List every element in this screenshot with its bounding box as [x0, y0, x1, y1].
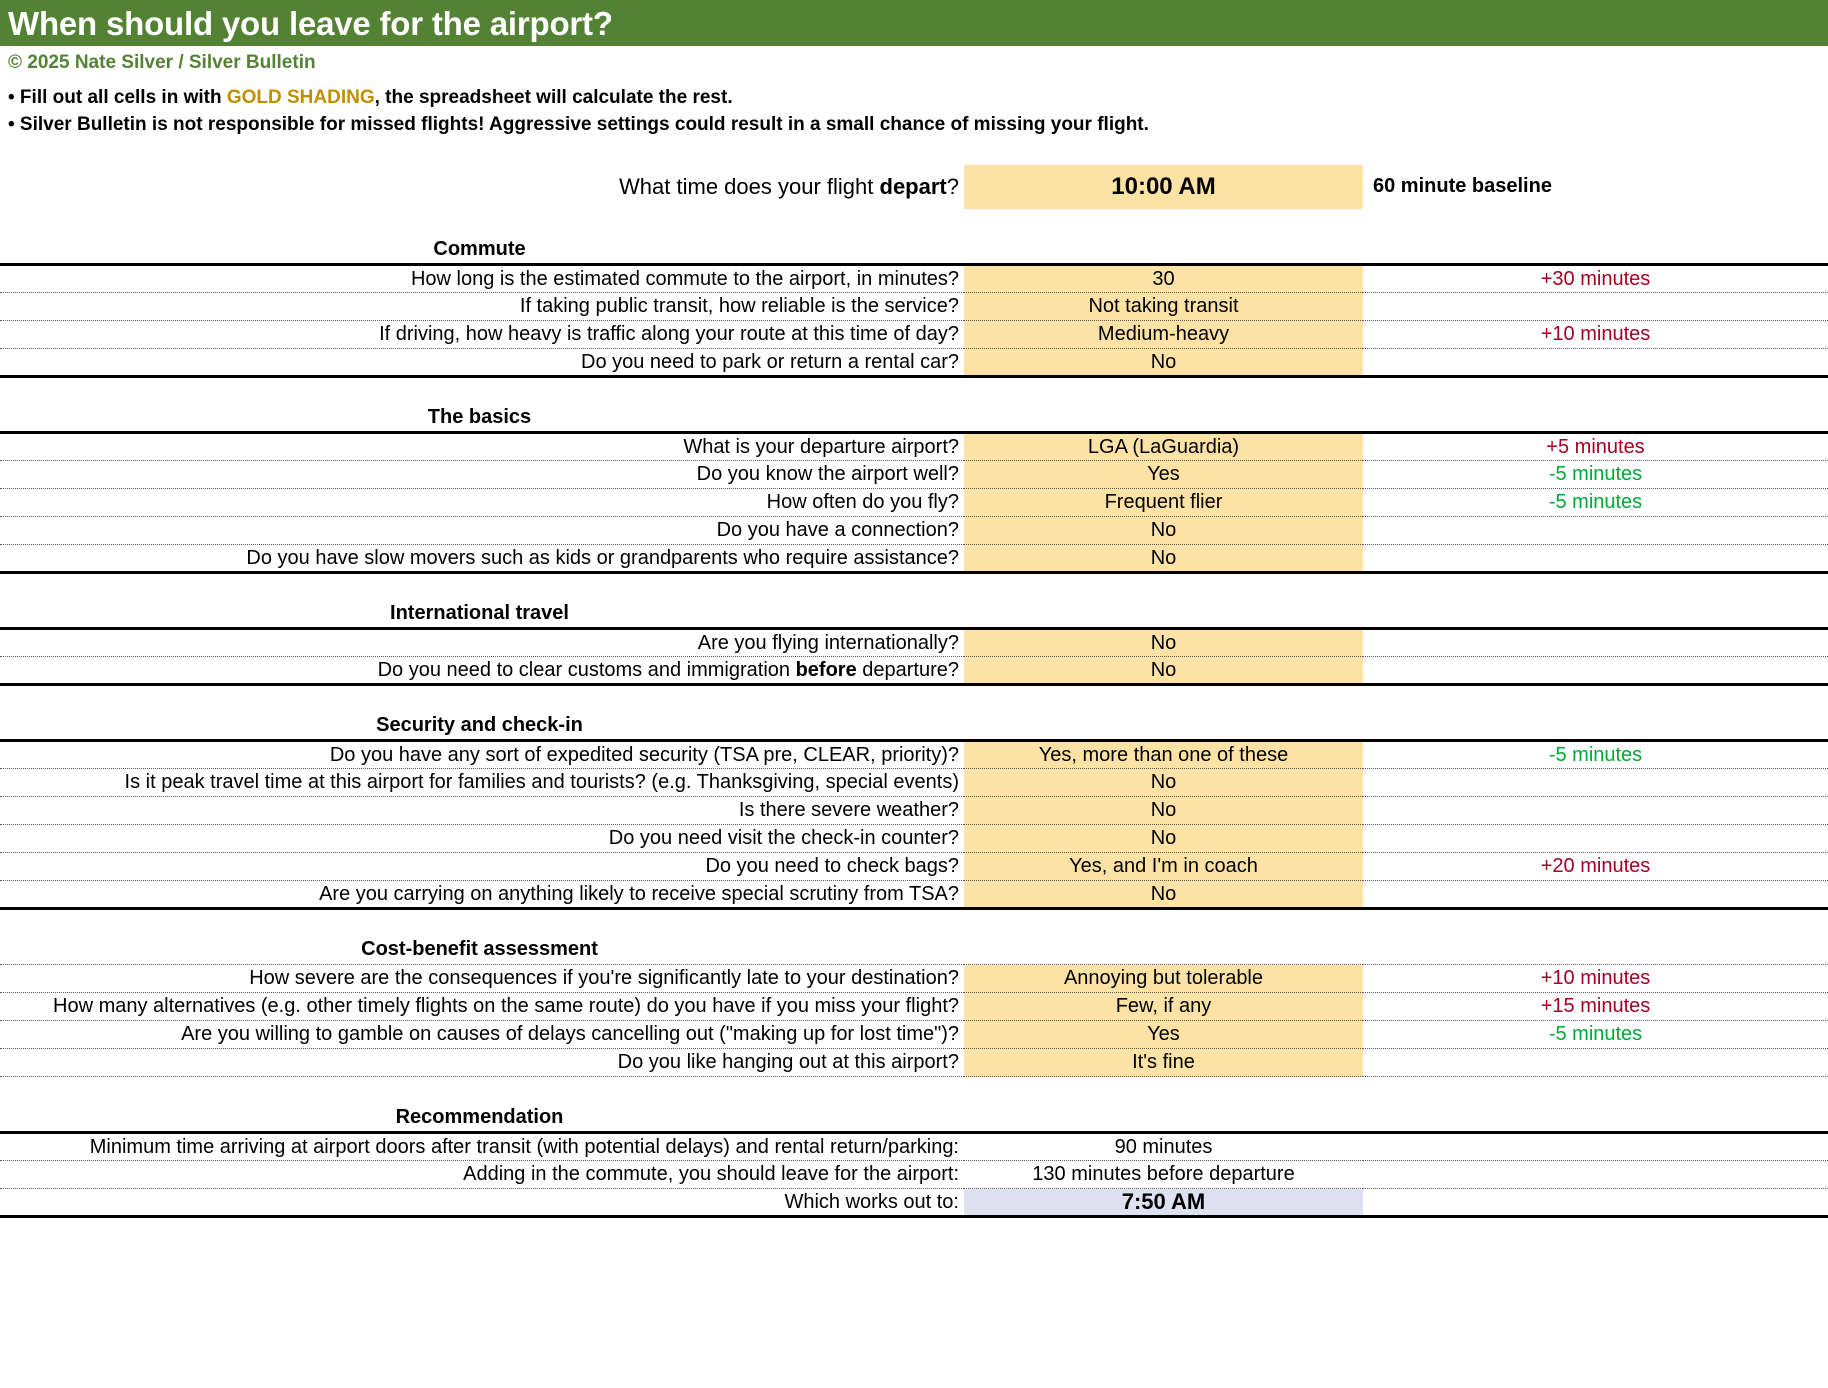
spacer-cell — [0, 139, 964, 165]
final-departure-time: 7:50 AM — [964, 1189, 1363, 1217]
question-label: Do you have a connection? — [0, 517, 964, 545]
answer-input[interactable]: No — [964, 629, 1363, 657]
spacer-cell — [1363, 685, 1828, 711]
section-heading-spacer — [964, 599, 1363, 629]
spacer-cell — [1363, 1077, 1828, 1103]
recommendation-effect-blank — [1363, 1189, 1828, 1217]
answer-input[interactable]: No — [964, 797, 1363, 825]
section-heading-spacer — [1363, 403, 1828, 433]
recommendation-effect-blank — [1363, 1133, 1828, 1161]
section-heading-spacer — [1363, 1103, 1828, 1133]
question-label: Do you like hanging out at this airport? — [0, 1049, 964, 1077]
time-adjustment-value — [1363, 545, 1828, 573]
answer-input[interactable]: Yes, and I'm in coach — [964, 853, 1363, 881]
answer-input[interactable]: Yes, more than one of these — [964, 741, 1363, 769]
question-label: How severe are the consequences if you're significantly late to your destination? — [0, 965, 964, 993]
section-heading-recommendation: Recommendation — [395, 1105, 564, 1128]
section-heading-spacer — [964, 711, 1363, 741]
spacer-cell — [1363, 909, 1828, 935]
question-label — [0, 657, 964, 685]
answer-input[interactable]: Few, if any — [964, 993, 1363, 1021]
time-adjustment-value — [1363, 993, 1828, 1021]
recommendation-value: 130 minutes before departure — [964, 1161, 1363, 1189]
spacer-cell — [964, 573, 1363, 599]
recommendation-label: Which works out to: — [0, 1189, 964, 1217]
question-label: What is your departure airport? — [0, 433, 964, 461]
time-adjustment-value — [1363, 741, 1828, 769]
section-heading-spacer — [964, 1103, 1363, 1133]
question-label: Do you have slow movers such as kids or grandparents who require assistance? — [0, 545, 964, 573]
page-title: When should you leave for the airport? — [8, 4, 613, 42]
copyright-line: © 2025 Nate Silver / Silver Bulletin — [8, 52, 316, 73]
section-heading-cost-benefit-assessment: Cost-benefit assessment — [361, 938, 598, 961]
time-adjustment-text: -5 minutes — [1548, 463, 1643, 486]
section-heading-spacer — [1363, 711, 1828, 741]
question-label: If driving, how heavy is traffic along your route at this time of day? — [0, 321, 964, 349]
time-adjustment-value — [1363, 517, 1828, 545]
answer-input[interactable]: It's fine — [964, 1049, 1363, 1077]
spacer-cell — [964, 685, 1363, 711]
question-label: Are you willing to gamble on causes of delays cancelling out ("making up for lost time")? — [0, 1021, 964, 1049]
question-label: How many alternatives (e.g. other timely flights on the same route) do you have if you miss your flight? — [0, 993, 964, 1021]
question-label: Are you carrying on anything likely to receive special scrutiny from TSA? — [0, 881, 964, 909]
time-adjustment-value — [1363, 1021, 1828, 1049]
answer-input[interactable]: Yes — [964, 1021, 1363, 1049]
time-adjustment-text: -5 minutes — [1548, 1023, 1643, 1046]
spacer-cell — [964, 377, 1363, 403]
question-label: If taking public transit, how reliable is the service? — [0, 293, 964, 321]
spacer-cell — [0, 1077, 964, 1103]
question-label: Are you flying internationally? — [0, 629, 964, 657]
instruction-bullet-1 — [8, 84, 1828, 112]
time-adjustment-value — [1363, 265, 1828, 293]
spacer-cell — [1363, 139, 1828, 165]
answer-input[interactable]: LGA (LaGuardia) — [964, 433, 1363, 461]
answer-input[interactable]: Not taking transit — [964, 293, 1363, 321]
answer-input[interactable]: No — [964, 769, 1363, 797]
time-adjustment-text: +5 minutes — [1546, 435, 1645, 458]
time-adjustment-value — [1363, 293, 1828, 321]
section-heading-commute: Commute — [433, 237, 526, 260]
question-label-post: departure? — [856, 658, 959, 681]
time-adjustment-value — [1363, 349, 1828, 377]
recommendation-label: Adding in the commute, you should leave for the airport: — [0, 1161, 964, 1189]
departure-time-input[interactable]: 10:00 AM — [964, 165, 1363, 209]
spacer-cell — [0, 909, 964, 935]
time-adjustment-text: +10 minutes — [1540, 323, 1651, 346]
time-adjustment-text: +20 minutes — [1540, 855, 1651, 878]
title-banner — [0, 0, 1828, 46]
spacer-cell — [0, 377, 964, 403]
section-heading-security-and-check-in: Security and check-in — [376, 713, 583, 736]
departure-label-emphasis: depart — [879, 173, 947, 199]
section-heading-spacer — [964, 235, 1363, 265]
gold-shading-emphasis: GOLD SHADING — [226, 86, 375, 108]
time-adjustment-value — [1363, 797, 1828, 825]
departure-time-question — [0, 165, 964, 209]
section-heading-international-travel: International travel — [390, 601, 569, 624]
time-adjustment-value — [1363, 657, 1828, 685]
question-label: How long is the estimated commute to the airport, in minutes? — [0, 265, 964, 293]
section-heading-the-basics: The basics — [427, 405, 532, 428]
section-heading-spacer — [1363, 599, 1828, 629]
spacer-cell — [964, 909, 1363, 935]
answer-input[interactable]: No — [964, 825, 1363, 853]
question-label: Do you need visit the check-in counter? — [0, 825, 964, 853]
time-adjustment-text: +15 minutes — [1540, 995, 1651, 1018]
answer-input[interactable]: Frequent flier — [964, 489, 1363, 517]
worksheet-grid — [0, 139, 1828, 1219]
spacer-cell — [1363, 377, 1828, 403]
spacer-cell — [1363, 209, 1828, 235]
section-heading-spacer — [964, 935, 1363, 965]
instruction-bullet-2: • Silver Bulletin is not responsible for missed flights! Aggressive settings could result in a small chance of missing your flight. — [8, 114, 1149, 136]
spacer-cell — [964, 1077, 1363, 1103]
question-label: How often do you fly? — [0, 489, 964, 517]
time-adjustment-text: +30 minutes — [1540, 267, 1651, 290]
answer-input[interactable]: No — [964, 349, 1363, 377]
question-label: Do you know the airport well? — [0, 461, 964, 489]
bullet1-pre-text: • Fill out all cells in with — [8, 86, 227, 108]
answer-input[interactable]: No — [964, 517, 1363, 545]
departure-label-pre: What time does your flight — [619, 173, 880, 199]
time-adjustment-value — [1363, 489, 1828, 517]
spacer-cell — [964, 139, 1363, 165]
answer-input[interactable]: Medium-heavy — [964, 321, 1363, 349]
question-label-pre: Do you need to clear customs and immigration — [377, 658, 796, 681]
recommendation-effect-blank — [1363, 1161, 1828, 1189]
time-adjustment-value — [1363, 629, 1828, 657]
spacer-cell — [1363, 573, 1828, 599]
time-adjustment-value — [1363, 461, 1828, 489]
spacer-cell — [964, 209, 1363, 235]
time-adjustment-text: -5 minutes — [1548, 743, 1643, 766]
time-adjustment-value — [1363, 1049, 1828, 1077]
departure-label-post: ? — [946, 173, 959, 199]
section-heading-spacer — [964, 403, 1363, 433]
time-adjustment-value — [1363, 853, 1828, 881]
question-label: Is there severe weather? — [0, 797, 964, 825]
recommendation-label: Minimum time arriving at airport doors after transit (with potential delays) and rental return/parking: — [0, 1133, 964, 1161]
time-adjustment-value — [1363, 825, 1828, 853]
time-adjustment-text: -5 minutes — [1548, 491, 1643, 514]
spacer-cell — [0, 209, 964, 235]
instructions-block — [0, 76, 1828, 139]
answer-input[interactable]: 30 — [964, 265, 1363, 293]
question-label: Is it peak travel time at this airport for families and tourists? (e.g. Thanksgiving, special events) — [0, 769, 964, 797]
spacer-cell — [0, 685, 964, 711]
time-adjustment-value — [1363, 433, 1828, 461]
section-heading-spacer — [1363, 935, 1828, 965]
answer-input[interactable]: Annoying but tolerable — [964, 965, 1363, 993]
answer-input[interactable]: Yes — [964, 461, 1363, 489]
time-adjustment-value — [1363, 965, 1828, 993]
time-adjustment-value — [1363, 881, 1828, 909]
recommendation-value: 90 minutes — [964, 1133, 1363, 1161]
question-label: Do you need to park or return a rental car? — [0, 349, 964, 377]
time-adjustment-text: +10 minutes — [1540, 967, 1651, 990]
spacer-cell — [0, 573, 964, 599]
question-label-emphasis: before — [795, 658, 857, 681]
bullet1-post-text: , the spreadsheet will calculate the rest. — [374, 86, 733, 108]
question-label: Do you need to check bags? — [0, 853, 964, 881]
time-adjustment-value — [1363, 769, 1828, 797]
departure-baseline-note: 60 minute baseline — [1373, 175, 1552, 198]
time-adjustment-value — [1363, 321, 1828, 349]
section-heading-spacer — [1363, 235, 1828, 265]
answer-input[interactable]: No — [964, 881, 1363, 909]
answer-input[interactable]: No — [964, 657, 1363, 685]
question-label: Do you have any sort of expedited security (TSA pre, CLEAR, priority)? — [0, 741, 964, 769]
answer-input[interactable]: No — [964, 545, 1363, 573]
